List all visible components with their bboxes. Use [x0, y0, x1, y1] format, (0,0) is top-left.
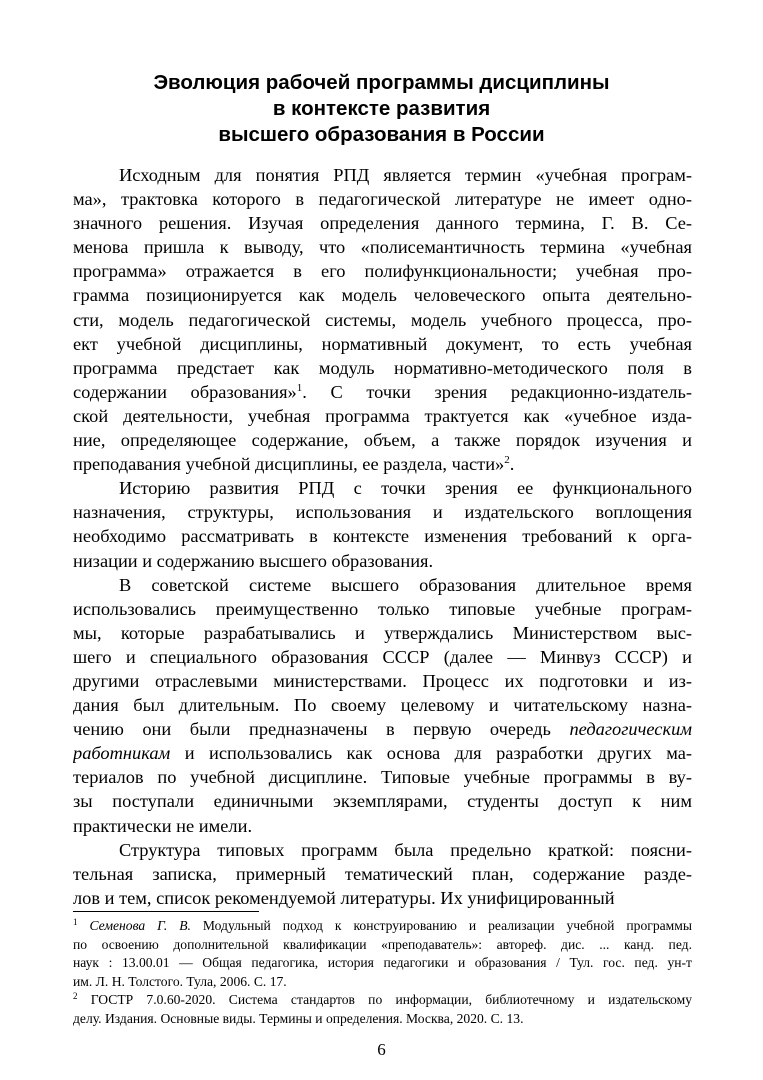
text-run: ГОСТР 7.0.60-2020. Система стандартов по информации, библиотечному и издательскому	[77, 992, 692, 1008]
text-run: использовались преимущественно только типовые учебные програм-	[73, 598, 692, 619]
text-line	[73, 283, 692, 307]
text-run: значного решения. Изучая определения данного термина, Г. В. Се-	[73, 213, 692, 234]
text-run: ма», трактовка которого в педагогической литературе не имеет одно-	[73, 189, 692, 210]
text-line	[73, 404, 692, 428]
text-run: дания был длительным. По своему целевому и читательскому назна-	[73, 695, 692, 716]
text-line	[73, 991, 692, 1010]
text-line	[73, 936, 692, 955]
text-run: низации и содержанию высшего образования.	[73, 550, 434, 571]
text-line	[73, 645, 692, 669]
text-line	[73, 954, 692, 973]
paragraph	[73, 163, 692, 476]
text-run: по освоению дополнительной квалификации «преподаватель»: автореф. дис. ... канд. пед.	[73, 936, 692, 952]
text-run: им. Л. Н. Толстого. Тула, 2006. С. 17.	[73, 973, 287, 989]
text-run: и использовались как основа для разработки других ма-	[170, 743, 692, 764]
text-run: лов и тем, список рекомендуемой литературы. Их унифицированный	[73, 887, 615, 908]
text-line	[73, 500, 692, 524]
text-line	[73, 549, 692, 573]
text-line	[73, 332, 692, 356]
text-run: другими отраслевыми министерствами. Процесс их подготовки и из-	[73, 670, 692, 691]
body-text	[73, 163, 692, 910]
page-title	[70, 70, 693, 148]
text-run: Модульный подход к конструированию и реализации учебной программы	[190, 918, 692, 933]
italic-text: Семенова Г. В.	[89, 918, 191, 933]
italic-text: педагогическим	[569, 719, 692, 740]
text-run: шего и специального образования СССР (далее — Минвуз СССР) и	[73, 646, 692, 667]
text-line	[73, 452, 692, 476]
text-run: преподавания учебной дисциплины, ее раздела, части»	[73, 454, 505, 475]
text-line	[73, 973, 692, 992]
footnotes	[73, 917, 692, 1029]
text-line	[73, 476, 692, 500]
text-run: практически не имели.	[73, 815, 253, 836]
text-line	[73, 163, 692, 187]
text-run: грамма позиционируется как модель человеческого опыта деятельно-	[73, 285, 692, 306]
text-run: мы, которые разрабатывались и утверждались Министерством выс-	[73, 622, 692, 643]
text-run: необходимо рассматривать в контексте изменения требований к орга-	[73, 526, 692, 547]
footnote	[73, 991, 692, 1028]
paragraph	[73, 838, 692, 910]
text-line	[73, 187, 692, 211]
text-run: наук : 13.00.01 — Общая педагогика, история педагогики и образования / Тул. гос. пед. ун-т	[73, 955, 692, 971]
text-run: териалов по учебной дисциплине. Типовые учебные программы в ву-	[73, 767, 692, 788]
text-run: программа предстает как модуль нормативно-методического поля в	[73, 357, 692, 378]
text-line	[73, 717, 692, 741]
text-line	[73, 211, 692, 235]
text-line	[73, 862, 692, 886]
text-line	[73, 356, 692, 380]
text-run: Историю развития РПД с точки зрения ее функционального	[119, 478, 692, 499]
text-line	[73, 741, 692, 765]
footnote-ref: 2	[73, 991, 78, 1002]
text-run: . С точки зрения редакционно-издатель-	[302, 381, 692, 402]
text-line	[73, 838, 692, 862]
footnote-divider	[73, 911, 259, 912]
title-line: Эволюция рабочей программы дисциплины	[153, 71, 610, 94]
text-run: ект учебной дисциплины, нормативный документ, то есть учебная	[73, 333, 692, 354]
title-line: высшего образования в России	[218, 123, 545, 146]
paragraph	[73, 573, 692, 838]
text-run: зы поступали единичными экземплярами, студенты доступ к ним	[73, 791, 692, 812]
text-line	[73, 765, 692, 789]
text-run: .	[509, 454, 515, 475]
text-run: содержании образования»	[73, 381, 297, 402]
text-line	[73, 597, 692, 621]
text-line	[73, 886, 692, 910]
text-line	[73, 524, 692, 548]
text-line	[73, 814, 692, 838]
text-run: Исходным для понятия РПД является термин «учебная програм-	[119, 165, 692, 185]
text-run	[78, 918, 90, 933]
text-run: чению они были предназначены в первую очередь	[73, 719, 570, 740]
footnote-ref: 1	[73, 917, 78, 927]
footnote-ref: 2	[504, 454, 510, 467]
text-run: тельная записка, примерный тематический план, содержание разде-	[73, 863, 692, 884]
text-run: программа» отражается в его полифункциональности; учебная про-	[73, 261, 692, 282]
text-line	[73, 573, 692, 597]
text-run: сти, модель педагогической системы, модель учебного процесса, про-	[73, 309, 692, 330]
text-run: ние, определяющее содержание, объем, а также порядок изучения и	[73, 430, 692, 451]
text-line	[73, 380, 692, 404]
text-run: Структура типовых программ была предельно краткой: поясни-	[119, 839, 692, 860]
text-line	[73, 693, 692, 717]
text-line	[73, 621, 692, 645]
page-number: 6	[377, 1040, 386, 1059]
text-line	[73, 789, 692, 813]
text-line	[73, 917, 692, 936]
text-run: ской деятельности, учебная программа трактуется как «учебное изда-	[73, 405, 692, 426]
paragraph	[73, 476, 692, 572]
text-run: делу. Издания. Основные виды. Термины и определения. Москва, 2020. С. 13.	[73, 1010, 524, 1026]
text-run: назначения, структуры, использования и издательского воплощения	[73, 502, 692, 523]
text-line	[73, 259, 692, 283]
text-run: В советской системе высшего образования длительное время	[119, 574, 692, 595]
text-line	[73, 428, 692, 452]
footnote-ref: 1	[296, 381, 303, 394]
footnote	[73, 917, 692, 991]
text-line	[73, 669, 692, 693]
text-run: менова пришла к выводу, что «полисемантичность термина «учебная	[73, 237, 692, 258]
italic-text: работникам	[73, 743, 171, 764]
text-line	[73, 1010, 692, 1029]
text-line	[73, 308, 692, 332]
text-line	[73, 235, 692, 259]
title-line: в контексте развития	[272, 97, 491, 120]
